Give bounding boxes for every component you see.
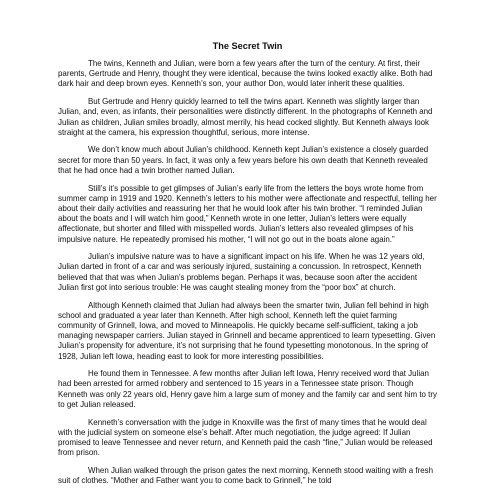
- paragraph: Kenneth’s conversation with the judge in Knoxville was the first of many times that he would deal with the judicial system on someone else’s behalf. After much negotiation, the judge agreed: If Julian promised to leave Tennessee and never return, and Kenneth paid the cash “fine,” Julian would be released from prison.: [58, 417, 433, 458]
- document-title: The Secret Twin: [212, 41, 283, 51]
- paragraph: But Gertrude and Henry quickly learned to tell the twins apart. Kenneth was slightly larger than Julian, and, even, as infants, their personalities were distinctly different. In the photographs of Kenneth and Julian as children, Julian smiles broadly, almost merrily, his head cocked slightly. But Kenneth always look straight at the camera, his expression thoughtful, serious, more intense.: [58, 97, 433, 137]
- paragraph: When Julian walked through the prison gates the next morning, Kenneth stood waiting with a fresh suit of clothes. “Mother and Father want you to come back to Grinnell,” he told: [58, 465, 434, 486]
- paragraph: Still’s it’s possible to get glimpses of Julian’s early life from the letters the boys wrote home from summer camp in 1919 and 1920. Kenneth’s letters to his mother were affectionate and respectful, telling her about their daily activities and reassuring her that he would look after his twin brother. “I reminded Julian about the boats and I will watch him good,” Kenneth wrote in one letter, Julian’s letters were equally affectionate, but shorter and filled with misspelled words. Julian’s letters also revealed glimpses of his impulsive nature. He repeatedly promised his mother, “I will not go out in the boats alone again.”: [58, 183, 437, 244]
- paragraph: Julian’s impulsive nature was to have a significant impact on his life. When he was 12 years old, Julian darted in front of a car and was seriously injured, sustaining a concussion. In retrospect, Kenneth believed that that was when Julian’s problems began. Perhaps it was, because soon after the accident Julian first got into serious trouble: He was caught stealing money from the “poor box” at church.: [58, 252, 425, 292]
- paragraph: We don’t know much about Julian’s childhood. Kenneth kept Julian’s existence a closely guarded secret for more than 50 years. In fact, it was only a few years before his own death that Kenneth revealed that he had once had a twin brother named Julian.: [58, 145, 429, 175]
- paragraph: The twins, Kenneth and Julian, were born a few years after the turn of the century. At first, their parents, Gertrude and Henry, thought they were identical, because the twins looked exactly alike. Both had dark hair and deep brown eyes. Kenneth’s son, your author Don, would later inherit these qualities.: [58, 59, 433, 89]
- paragraph: Although Kenneth claimed that Julian had always been the smarter twin, Julian fell behind in high school and graduated a year later than Kenneth. After high school, Kenneth left the quiet farming community of Grinnell, Iowa, and moved to Minneapolis. He quickly became self-sufficient, taking a job managing newspaper carriers. Julian stayed in Grinnell and became apprenticed to learn typesetting. Given Julian’s propensity for adventure, it’s not surprising that he found typesetting monotonous. In the spring of 1928, Julian left Iowa, heading east to look for more interesting possibilities.: [58, 300, 436, 361]
- paragraph: He found them in Tennessee. A few months after Julian left Iowa, Henry received word that Julian had been arrested for armed robbery and sentenced to 15 years in a Tennessee state prison. Though Kenneth was only 22 years old, Henry gave him a large sum of money and the family car and sent him to try to get Julian released.: [58, 369, 437, 409]
